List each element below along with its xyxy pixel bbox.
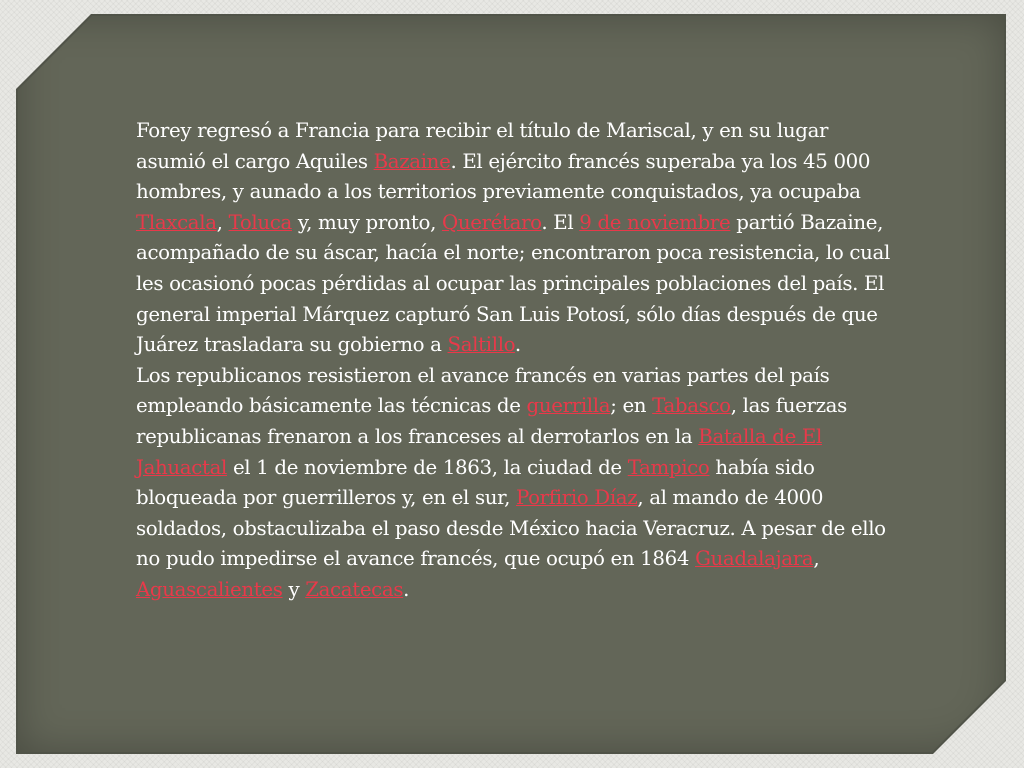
text-run: . El ejército francés superaba ya los 45 000 hombres, y aunado a los territorios previamente conquistados, ya ocupaba (136, 149, 871, 204)
text-run: . El (541, 210, 580, 234)
link-zacatecas[interactable]: Zacatecas (305, 577, 404, 601)
text-run: . (514, 333, 521, 357)
link-guerrilla[interactable]: guerrilla (526, 394, 611, 418)
link-guadalajara[interactable]: Guadalajara (695, 547, 814, 571)
text-run: , (813, 547, 820, 571)
link-tlaxcala[interactable]: Tlaxcala (136, 210, 217, 234)
link-porfirio-diaz[interactable]: Porfirio Díaz (515, 486, 638, 510)
paragraph-republicanos (136, 361, 896, 606)
link-batalla-de-el-jahuactal[interactable]: Batalla de El Jahuactal (136, 424, 822, 479)
text-run: y, muy pronto, (291, 210, 442, 234)
link-toluca[interactable]: Toluca (228, 210, 292, 234)
slide-text-body (136, 116, 896, 606)
text-run: el 1 de noviembre de 1863, la ciudad de (227, 455, 628, 479)
text-run: había sido bloqueada por guerrilleros y, en el sur, (136, 455, 815, 510)
text-run: ; en (610, 394, 653, 418)
link-9-de-noviembre[interactable]: 9 de noviembre (579, 210, 731, 234)
text-run: partió Bazaine, acompañado de su áscar, hacía el norte; encontraron poca resistencia, lo cual les ocasionó pocas pérdidas al ocupar las principales poblaciones del país. El general imperial Márquez capturó San Luis Potosí, sólo días después de que Juárez trasladara su gobierno a (136, 210, 890, 357)
link-bazaine[interactable]: Bazaine (373, 149, 451, 173)
text-run: Forey regresó a Francia para recibir el título de Mariscal, y en su lugar asumió el cargo Aquiles (136, 119, 829, 173)
link-tabasco[interactable]: Tabasco (652, 394, 731, 418)
text-run: , al mando de 4000 soldados, obstaculizaba el paso desde México hacia Veracruz. A pesar de ello no pudo impedirse el avance francés, que ocupó en 1864 (136, 486, 886, 571)
link-aguascalientes[interactable]: Aguascalientes (136, 577, 283, 601)
text-run: y (282, 577, 306, 601)
text-run: . (403, 577, 410, 601)
text-run: , (216, 210, 229, 234)
paragraph-forey (136, 116, 896, 361)
link-tampico[interactable]: Tampico (627, 455, 710, 479)
text-run: , las fuerzas republicanas frenaron a los franceses al derrotarlos en la (136, 394, 847, 448)
link-queretaro[interactable]: Querétaro (441, 210, 542, 234)
link-saltillo[interactable]: Saltillo (447, 333, 515, 357)
text-run: Los republicanos resistieron el avance francés en varias partes del país empleando básicamente las técnicas de (136, 363, 830, 418)
